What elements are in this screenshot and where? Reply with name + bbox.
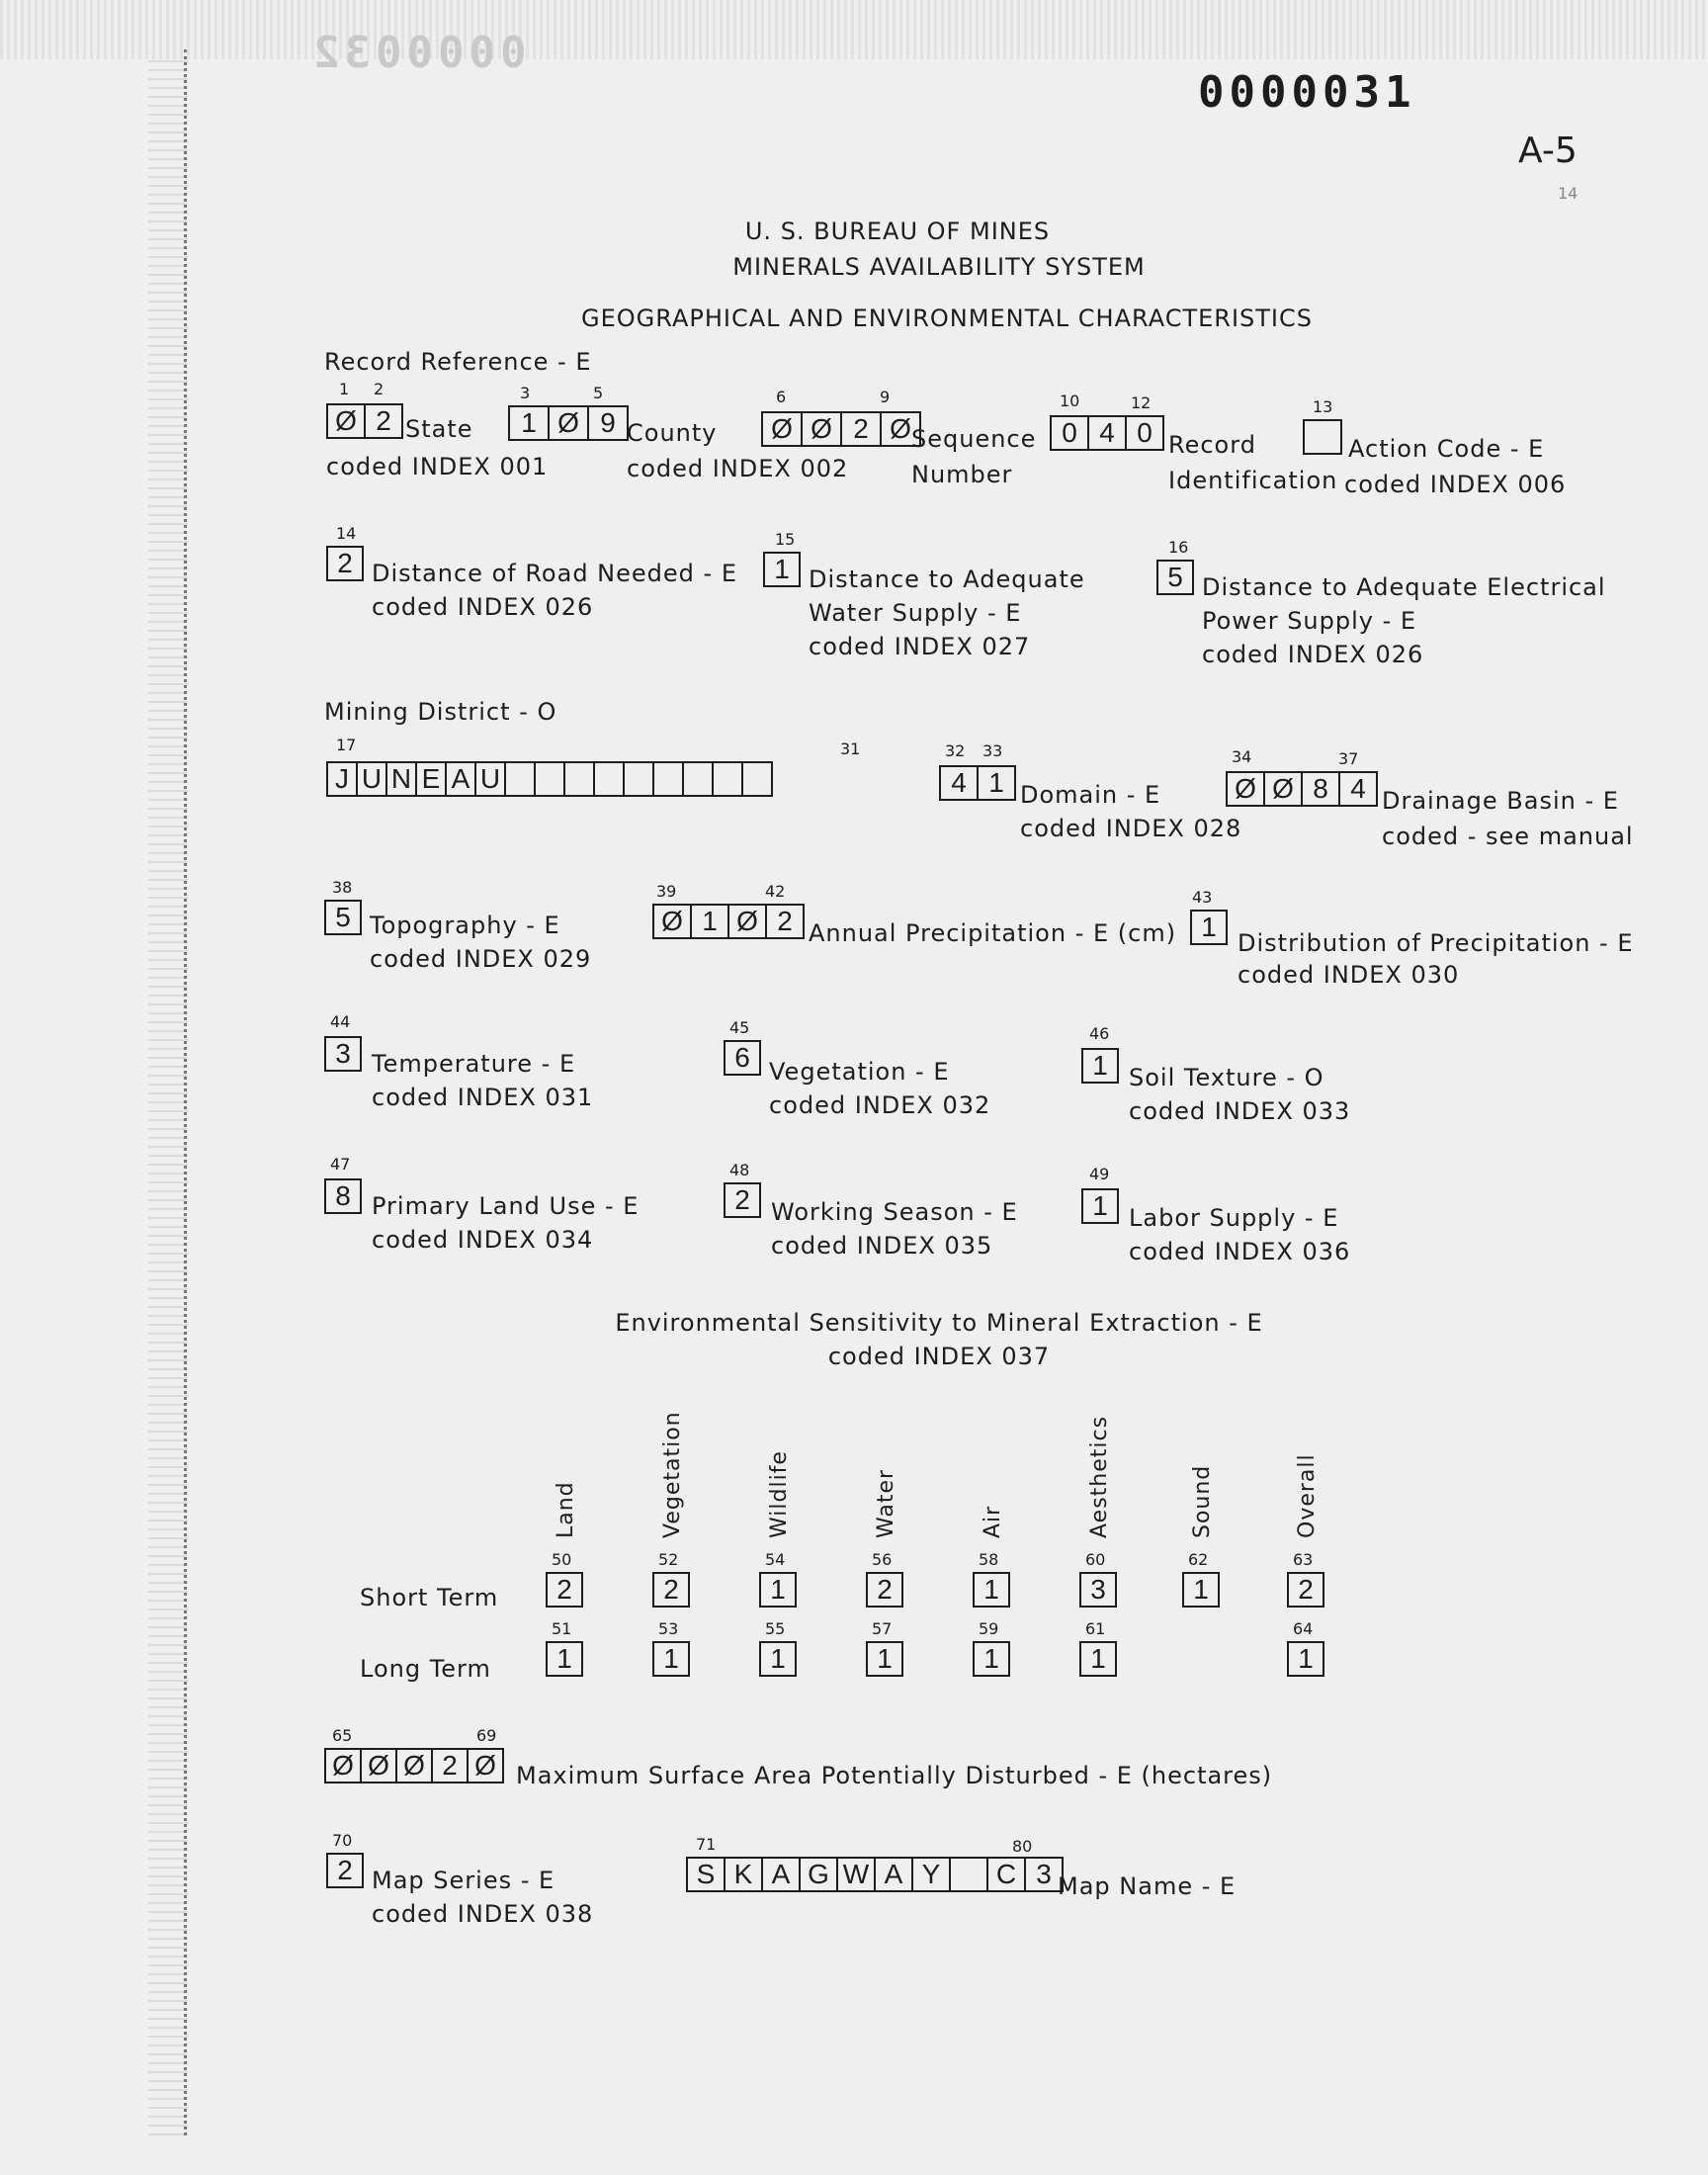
code-cell[interactable]: 1: [1182, 1572, 1220, 1608]
record-id-boxes: [1050, 415, 1164, 451]
short-term-box: [973, 1572, 1010, 1608]
code-cell[interactable]: A: [761, 1857, 801, 1892]
code-cell[interactable]: 1: [652, 1641, 690, 1677]
col-num: 32: [945, 741, 966, 760]
code-cell[interactable]: U: [356, 761, 387, 797]
power-distance-box: [1156, 560, 1194, 595]
drainage-basin-index: coded - see manual: [1382, 823, 1634, 850]
code-cell[interactable]: E: [415, 761, 447, 797]
col-num: 57: [872, 1619, 893, 1638]
long-term-box: [759, 1641, 797, 1677]
working-season-label: Working Season - E: [771, 1198, 1018, 1226]
col-num: 13: [1313, 397, 1333, 416]
code-cell[interactable]: [1303, 419, 1342, 455]
page-small-number: 14: [1558, 184, 1579, 203]
precip-distribution-index: coded INDEX 030: [1238, 961, 1460, 989]
col-num: 17: [336, 736, 357, 754]
code-cell[interactable]: 8: [324, 1178, 362, 1214]
code-cell[interactable]: A: [445, 761, 476, 797]
surface-area-boxes: [324, 1748, 504, 1784]
code-cell[interactable]: 2: [866, 1572, 903, 1608]
code-cell[interactable]: 1: [973, 1641, 1010, 1677]
map-series-index: coded INDEX 038: [372, 1900, 594, 1928]
col-num: 60: [1085, 1550, 1106, 1569]
labor-supply-box: [1081, 1188, 1119, 1224]
power-distance-index: coded INDEX 026: [1202, 641, 1424, 668]
state-index-label: coded INDEX 001: [326, 453, 549, 480]
code-cell[interactable]: G: [799, 1857, 838, 1892]
code-cell[interactable]: Y: [911, 1857, 951, 1892]
col-num: 12: [1131, 393, 1152, 412]
col-num: 50: [552, 1550, 572, 1569]
surface-area-label: Maximum Surface Area Potentially Disturbed - E (hectares): [516, 1762, 1273, 1789]
short-term-box: [546, 1572, 583, 1608]
code-cell[interactable]: Ø: [652, 904, 692, 939]
short-term-box: [1182, 1572, 1220, 1608]
vegetation-box: [724, 1040, 761, 1076]
power-supply-label: Power Supply - E: [1202, 607, 1417, 635]
map-series-box: [326, 1853, 364, 1888]
county-code-boxes: [508, 405, 629, 441]
land-use-box: [324, 1178, 362, 1214]
map-name-boxes: [686, 1857, 1064, 1892]
water-distance-index: coded INDEX 027: [809, 633, 1031, 660]
binding-edge: [136, 49, 187, 2135]
col-num: 9: [880, 388, 891, 406]
code-cell[interactable]: 2: [724, 1182, 761, 1218]
soil-texture-box: [1081, 1048, 1119, 1084]
code-cell[interactable]: 4: [1338, 771, 1378, 807]
col-num: 61: [1085, 1619, 1106, 1638]
env-column-header: Overall: [1295, 1453, 1320, 1538]
code-cell[interactable]: 3: [1024, 1857, 1064, 1892]
power-distance-label: Distance to Adequate Electrical: [1202, 573, 1606, 601]
record-label: Record: [1168, 431, 1256, 459]
map-series-label: Map Series - E: [372, 1867, 555, 1894]
action-index-label: coded INDEX 006: [1344, 471, 1567, 498]
code-cell[interactable]: [682, 761, 714, 797]
col-num: 45: [729, 1018, 750, 1037]
col-num: 38: [332, 878, 353, 897]
code-cell[interactable]: 1: [1287, 1641, 1324, 1677]
long-term-box: [866, 1641, 903, 1677]
short-term-box: [652, 1572, 690, 1608]
code-cell[interactable]: 1: [866, 1641, 903, 1677]
col-num: 59: [979, 1619, 999, 1638]
env-sensitivity-title: Environmental Sensitivity to Mineral Extraction - E: [615, 1309, 1263, 1337]
code-cell[interactable]: 8: [1301, 771, 1340, 807]
long-term-box: [1079, 1641, 1117, 1677]
env-sensitivity-index: coded INDEX 037: [827, 1343, 1051, 1370]
record-identification-label: Identification: [1168, 467, 1338, 494]
code-cell[interactable]: A: [874, 1857, 913, 1892]
land-use-index: coded INDEX 034: [372, 1226, 594, 1254]
col-num: 42: [765, 882, 786, 901]
env-column-header: Land: [554, 1481, 578, 1538]
env-column-header: Vegetation: [660, 1411, 685, 1538]
short-term-box: [759, 1572, 797, 1608]
code-cell[interactable]: Ø: [801, 411, 842, 447]
code-cell[interactable]: 5: [324, 900, 362, 935]
code-cell[interactable]: 2: [326, 546, 364, 581]
code-cell[interactable]: 1: [1081, 1188, 1119, 1224]
drainage-basin-label: Drainage Basin - E: [1382, 787, 1619, 815]
col-num: 44: [330, 1012, 351, 1031]
col-num: 65: [332, 1726, 353, 1745]
env-column-header: Air: [981, 1505, 1005, 1538]
code-cell[interactable]: 1: [508, 405, 550, 441]
code-cell[interactable]: 0: [1050, 415, 1089, 451]
sequence-number-label: Number: [911, 461, 1013, 488]
col-num: 64: [1293, 1619, 1314, 1638]
code-cell[interactable]: [504, 761, 536, 797]
col-num: 49: [1089, 1165, 1110, 1183]
working-season-index: coded INDEX 035: [771, 1232, 993, 1260]
code-cell[interactable]: 1: [759, 1641, 797, 1677]
temperature-box: [324, 1036, 362, 1072]
annual-precipitation-label: Annual Precipitation - E (cm): [809, 919, 1177, 947]
code-cell[interactable]: 4: [1087, 415, 1127, 451]
code-cell[interactable]: 2: [326, 1853, 364, 1888]
code-cell[interactable]: 2: [1287, 1572, 1324, 1608]
code-cell[interactable]: 1: [690, 904, 729, 939]
col-num: 31: [840, 740, 861, 758]
code-cell[interactable]: 2: [652, 1572, 690, 1608]
env-column-header: Wildlife: [767, 1450, 792, 1538]
code-cell[interactable]: 1: [1081, 1048, 1119, 1084]
short-term-box: [866, 1572, 903, 1608]
code-cell[interactable]: 5: [1156, 560, 1194, 595]
code-cell[interactable]: [563, 761, 595, 797]
precip-distribution-box: [1190, 910, 1228, 945]
code-cell[interactable]: Ø: [467, 1748, 504, 1784]
code-cell[interactable]: 4: [939, 765, 979, 801]
domain-index: coded INDEX 028: [1020, 815, 1242, 842]
labor-supply-index: coded INDEX 036: [1129, 1238, 1351, 1265]
code-cell[interactable]: 2: [546, 1572, 583, 1608]
code-cell[interactable]: 3: [324, 1036, 362, 1072]
col-num: 3: [520, 384, 531, 402]
code-cell[interactable]: C: [986, 1857, 1026, 1892]
code-cell[interactable]: Ø: [326, 403, 366, 439]
code-cell[interactable]: Ø: [324, 1748, 362, 1784]
code-cell[interactable]: 9: [587, 405, 629, 441]
domain-boxes: [939, 765, 1016, 801]
code-cell[interactable]: [652, 761, 684, 797]
code-cell[interactable]: [712, 761, 743, 797]
long-term-box: [652, 1641, 690, 1677]
code-cell[interactable]: [623, 761, 654, 797]
env-column-header: Sound: [1190, 1464, 1215, 1538]
map-name-label: Map Name - E: [1058, 1872, 1237, 1900]
col-num: 48: [729, 1161, 750, 1179]
code-cell[interactable]: J: [326, 761, 358, 797]
col-num: 10: [1060, 392, 1080, 410]
water-supply-label: Water Supply - E: [809, 599, 1022, 627]
code-cell[interactable]: 1: [759, 1572, 797, 1608]
col-num: 62: [1188, 1550, 1209, 1569]
code-cell[interactable]: 1: [977, 765, 1016, 801]
code-cell[interactable]: Ø: [548, 405, 589, 441]
title-system: MINERALS AVAILABILITY SYSTEM: [732, 253, 1146, 281]
col-num: 46: [1089, 1024, 1110, 1043]
col-num: 70: [332, 1831, 353, 1850]
precip-distribution-label: Distribution of Precipitation - E: [1238, 929, 1634, 957]
col-num: 51: [552, 1619, 572, 1638]
code-cell[interactable]: N: [385, 761, 417, 797]
action-code-label: Action Code - E: [1348, 435, 1545, 463]
vegetation-label: Vegetation - E: [769, 1058, 950, 1086]
code-cell[interactable]: Ø: [727, 904, 767, 939]
code-cell[interactable]: U: [474, 761, 506, 797]
short-term-box: [1287, 1572, 1324, 1608]
col-num: 34: [1232, 747, 1252, 766]
vegetation-index: coded INDEX 032: [769, 1091, 991, 1119]
col-num: 47: [330, 1155, 351, 1174]
road-distance-index: coded INDEX 026: [372, 593, 594, 621]
topography-index: coded INDEX 029: [370, 945, 592, 973]
code-cell[interactable]: 1: [1190, 910, 1228, 945]
col-num: 16: [1168, 538, 1189, 557]
short-term-box: [1079, 1572, 1117, 1608]
state-label: State: [405, 415, 473, 443]
temperature-label: Temperature - E: [372, 1050, 576, 1078]
code-cell[interactable]: Ø: [395, 1748, 433, 1784]
water-distance-box: [763, 552, 801, 587]
county-label: County: [627, 419, 718, 447]
road-distance-label: Distance of Road Needed - E: [372, 560, 737, 587]
code-cell[interactable]: 0: [1125, 415, 1164, 451]
water-distance-label: Distance to Adequate: [809, 566, 1085, 593]
code-cell[interactable]: 1: [763, 552, 801, 587]
sequence-code-boxes: [761, 411, 921, 447]
mining-district-boxes: [326, 761, 773, 797]
code-cell[interactable]: 3: [1079, 1572, 1117, 1608]
long-term-box: [1287, 1641, 1324, 1677]
code-cell[interactable]: K: [724, 1857, 763, 1892]
document-number: 0000031: [1198, 67, 1416, 118]
topography-label: Topography - E: [370, 912, 560, 939]
col-num: 58: [979, 1550, 999, 1569]
col-num: 6: [776, 388, 787, 406]
code-cell[interactable]: Ø: [761, 411, 803, 447]
record-reference-heading: Record Reference - E: [324, 348, 592, 376]
col-num: 63: [1293, 1550, 1314, 1569]
col-num: 5: [593, 384, 604, 402]
col-num: 37: [1338, 749, 1359, 768]
col-num: 15: [775, 530, 796, 549]
scan-edge-speckle: [0, 0, 1708, 59]
col-num: 1: [339, 380, 350, 398]
env-column-header: Aesthetics: [1087, 1415, 1112, 1538]
land-use-label: Primary Land Use - E: [372, 1192, 640, 1220]
action-code-box: [1303, 419, 1342, 455]
topography-box: [324, 900, 362, 935]
domain-label: Domain - E: [1020, 781, 1161, 809]
col-num: 80: [1012, 1837, 1033, 1856]
long-term-box: [546, 1641, 583, 1677]
col-num: 54: [765, 1550, 786, 1569]
soil-texture-index: coded INDEX 033: [1129, 1097, 1351, 1125]
code-cell[interactable]: 1: [973, 1572, 1010, 1608]
col-num: 33: [982, 741, 1003, 760]
page-code: A-5: [1518, 130, 1578, 171]
labor-supply-label: Labor Supply - E: [1129, 1204, 1339, 1232]
code-cell[interactable]: 2: [765, 904, 805, 939]
col-num: 69: [476, 1726, 497, 1745]
col-num: 39: [656, 882, 677, 901]
long-term-label: Long Term: [360, 1655, 491, 1683]
code-cell[interactable]: 6: [724, 1040, 761, 1076]
annual-precipitation-boxes: [652, 904, 805, 939]
code-cell[interactable]: 1: [1079, 1641, 1117, 1677]
col-num: 71: [696, 1835, 717, 1854]
mining-district-label: Mining District - O: [324, 698, 557, 726]
code-cell[interactable]: 1: [546, 1641, 583, 1677]
code-cell[interactable]: [593, 761, 625, 797]
code-cell[interactable]: Ø: [360, 1748, 397, 1784]
code-cell[interactable]: S: [686, 1857, 726, 1892]
state-code-boxes: [326, 403, 403, 439]
col-num: 53: [658, 1619, 679, 1638]
temperature-index: coded INDEX 031: [372, 1084, 594, 1111]
county-index-label: coded INDEX 002: [627, 455, 849, 482]
code-cell[interactable]: [949, 1857, 988, 1892]
code-cell[interactable]: 2: [431, 1748, 469, 1784]
env-column-header: Water: [874, 1468, 898, 1538]
bleed-through-stamp: 0000032: [308, 28, 527, 78]
col-num: 52: [658, 1550, 679, 1569]
title-agency: U. S. BUREAU OF MINES: [744, 218, 1051, 245]
road-distance-box: [326, 546, 364, 581]
code-cell[interactable]: Ø: [880, 411, 921, 447]
code-cell[interactable]: 2: [364, 403, 403, 439]
short-term-label: Short Term: [360, 1584, 499, 1611]
code-cell[interactable]: [534, 761, 565, 797]
working-season-box: [724, 1182, 761, 1218]
long-term-box: [973, 1641, 1010, 1677]
col-num: 2: [374, 380, 384, 398]
code-cell[interactable]: Ø: [1226, 771, 1265, 807]
col-num: 43: [1192, 888, 1213, 907]
drainage-basin-boxes: [1226, 771, 1378, 807]
code-cell[interactable]: [741, 761, 773, 797]
col-num: 56: [872, 1550, 893, 1569]
sequence-label: Sequence: [911, 425, 1037, 453]
title-form: GEOGRAPHICAL AND ENVIRONMENTAL CHARACTERISTICS: [580, 304, 1314, 332]
col-num: 55: [765, 1619, 786, 1638]
soil-texture-label: Soil Texture - O: [1129, 1064, 1324, 1091]
col-num: 14: [336, 524, 357, 543]
code-cell[interactable]: W: [836, 1857, 876, 1892]
code-cell[interactable]: 2: [840, 411, 882, 447]
code-cell[interactable]: Ø: [1263, 771, 1303, 807]
